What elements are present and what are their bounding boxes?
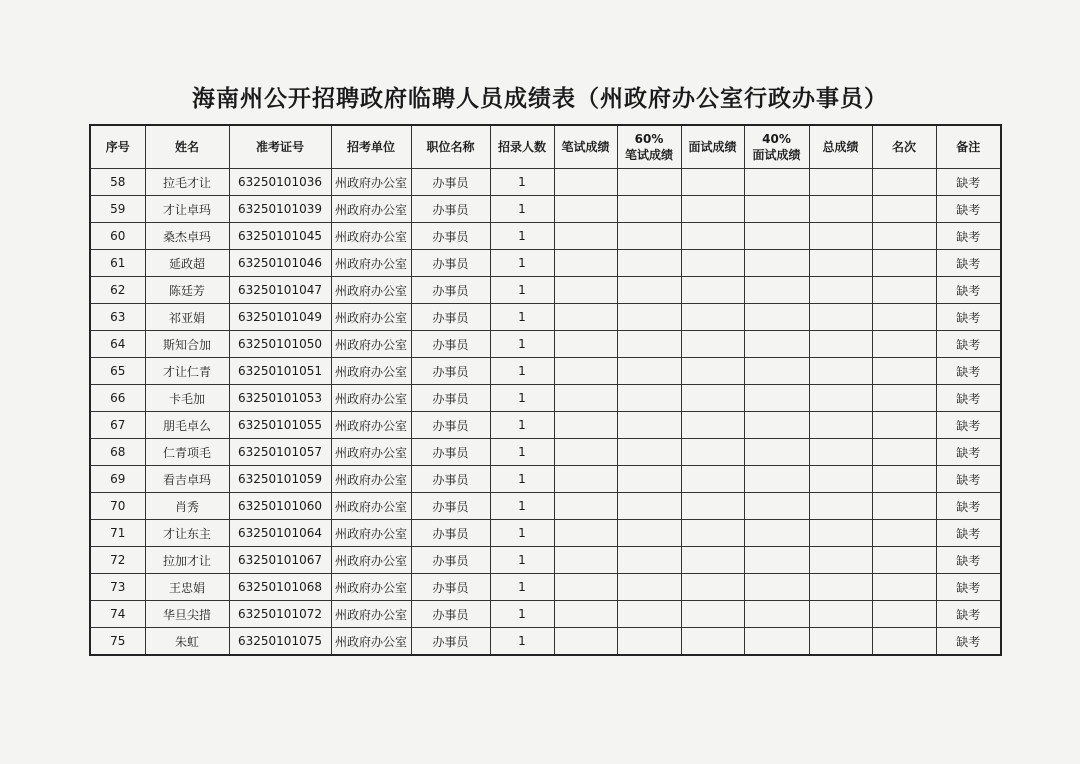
cell-interview — [681, 196, 744, 223]
cell-remark: 缺考 — [936, 304, 1001, 331]
cell-interview-40 — [744, 439, 809, 466]
header-remark: 备注 — [936, 125, 1001, 169]
cell-written-60 — [617, 493, 681, 520]
cell-interview-40 — [744, 169, 809, 196]
cell-quota: 1 — [490, 358, 554, 385]
cell-position: 办事员 — [411, 466, 490, 493]
cell-exam-no: 63250101036 — [229, 169, 331, 196]
cell-name: 朱虹 — [145, 628, 229, 656]
cell-seq: 74 — [90, 601, 145, 628]
cell-exam-no: 63250101060 — [229, 493, 331, 520]
cell-rank — [872, 547, 936, 574]
cell-interview-40 — [744, 304, 809, 331]
cell-quota: 1 — [490, 169, 554, 196]
table-row — [90, 439, 1001, 466]
cell-interview — [681, 304, 744, 331]
grades-table — [89, 124, 1002, 656]
cell-interview — [681, 493, 744, 520]
cell-name: 陈廷芳 — [145, 277, 229, 304]
cell-unit: 州政府办公室 — [331, 601, 411, 628]
cell-total — [809, 466, 872, 493]
cell-quota: 1 — [490, 385, 554, 412]
cell-rank — [872, 412, 936, 439]
cell-interview-40 — [744, 412, 809, 439]
cell-name: 延政超 — [145, 250, 229, 277]
cell-name: 才让仁青 — [145, 358, 229, 385]
cell-written — [554, 304, 617, 331]
cell-interview-40 — [744, 493, 809, 520]
cell-written-60 — [617, 439, 681, 466]
cell-written — [554, 493, 617, 520]
cell-name: 朋毛卓么 — [145, 412, 229, 439]
cell-position: 办事员 — [411, 277, 490, 304]
cell-seq: 67 — [90, 412, 145, 439]
cell-position: 办事员 — [411, 601, 490, 628]
cell-written-60 — [617, 520, 681, 547]
cell-written-60 — [617, 628, 681, 656]
cell-exam-no: 63250101068 — [229, 574, 331, 601]
cell-remark: 缺考 — [936, 331, 1001, 358]
cell-interview — [681, 466, 744, 493]
cell-written — [554, 466, 617, 493]
cell-written — [554, 385, 617, 412]
header-total: 总成绩 — [809, 125, 872, 169]
cell-total — [809, 250, 872, 277]
cell-written-60 — [617, 250, 681, 277]
cell-unit: 州政府办公室 — [331, 196, 411, 223]
cell-seq: 66 — [90, 385, 145, 412]
cell-name: 华旦尖措 — [145, 601, 229, 628]
cell-rank — [872, 385, 936, 412]
table-body — [90, 169, 1001, 656]
header-quota: 招录人数 — [490, 125, 554, 169]
cell-total — [809, 439, 872, 466]
cell-interview-40 — [744, 466, 809, 493]
cell-position: 办事员 — [411, 439, 490, 466]
header-interview: 面试成绩 — [681, 125, 744, 169]
cell-position: 办事员 — [411, 304, 490, 331]
cell-interview-40 — [744, 223, 809, 250]
cell-rank — [872, 601, 936, 628]
cell-total — [809, 493, 872, 520]
cell-quota: 1 — [490, 412, 554, 439]
cell-name: 桑杰卓玛 — [145, 223, 229, 250]
cell-written — [554, 169, 617, 196]
cell-quota: 1 — [490, 520, 554, 547]
cell-quota: 1 — [490, 574, 554, 601]
table-row — [90, 169, 1001, 196]
cell-name: 才让东主 — [145, 520, 229, 547]
cell-seq: 59 — [90, 196, 145, 223]
cell-rank — [872, 358, 936, 385]
cell-total — [809, 385, 872, 412]
cell-remark: 缺考 — [936, 574, 1001, 601]
cell-interview — [681, 358, 744, 385]
table-row — [90, 331, 1001, 358]
cell-position: 办事员 — [411, 331, 490, 358]
header-position: 职位名称 — [411, 125, 490, 169]
cell-interview — [681, 574, 744, 601]
cell-seq: 62 — [90, 277, 145, 304]
cell-remark: 缺考 — [936, 277, 1001, 304]
cell-name: 肖秀 — [145, 493, 229, 520]
header-name: 姓名 — [145, 125, 229, 169]
cell-written-60 — [617, 304, 681, 331]
cell-seq: 71 — [90, 520, 145, 547]
header-written-60-pct: 60% — [634, 132, 664, 146]
cell-rank — [872, 439, 936, 466]
cell-unit: 州政府办公室 — [331, 574, 411, 601]
header-unit: 招考单位 — [331, 125, 411, 169]
cell-interview-40 — [744, 628, 809, 656]
table-row — [90, 250, 1001, 277]
cell-remark: 缺考 — [936, 223, 1001, 250]
cell-written-60 — [617, 169, 681, 196]
cell-remark: 缺考 — [936, 520, 1001, 547]
table-row — [90, 493, 1001, 520]
cell-remark: 缺考 — [936, 412, 1001, 439]
cell-total — [809, 601, 872, 628]
cell-seq: 70 — [90, 493, 145, 520]
cell-unit: 州政府办公室 — [331, 358, 411, 385]
cell-total — [809, 520, 872, 547]
header-interview-40-pct: 40% — [762, 132, 791, 146]
cell-written — [554, 601, 617, 628]
cell-interview-40 — [744, 385, 809, 412]
cell-total — [809, 223, 872, 250]
cell-name: 拉加才让 — [145, 547, 229, 574]
cell-position: 办事员 — [411, 358, 490, 385]
cell-interview — [681, 331, 744, 358]
header-rank: 名次 — [872, 125, 936, 169]
table-row — [90, 412, 1001, 439]
cell-exam-no: 63250101059 — [229, 466, 331, 493]
cell-exam-no: 63250101051 — [229, 358, 331, 385]
cell-interview — [681, 412, 744, 439]
header-seq: 序号 — [90, 125, 145, 169]
cell-total — [809, 628, 872, 656]
cell-remark: 缺考 — [936, 601, 1001, 628]
cell-written — [554, 331, 617, 358]
table-row — [90, 520, 1001, 547]
cell-seq: 73 — [90, 574, 145, 601]
cell-interview-40 — [744, 601, 809, 628]
cell-name: 看吉卓玛 — [145, 466, 229, 493]
cell-rank — [872, 493, 936, 520]
cell-seq: 58 — [90, 169, 145, 196]
cell-written — [554, 439, 617, 466]
cell-rank — [872, 331, 936, 358]
table-row — [90, 628, 1001, 656]
cell-seq: 75 — [90, 628, 145, 656]
cell-interview — [681, 277, 744, 304]
table-row — [90, 574, 1001, 601]
cell-quota: 1 — [490, 304, 554, 331]
cell-rank — [872, 304, 936, 331]
cell-position: 办事员 — [411, 574, 490, 601]
table-row — [90, 277, 1001, 304]
cell-total — [809, 331, 872, 358]
cell-written — [554, 412, 617, 439]
table-row — [90, 304, 1001, 331]
table-row — [90, 601, 1001, 628]
table-row — [90, 358, 1001, 385]
cell-name: 卡毛加 — [145, 385, 229, 412]
cell-written-60 — [617, 547, 681, 574]
cell-written — [554, 574, 617, 601]
cell-interview-40 — [744, 250, 809, 277]
table-row — [90, 466, 1001, 493]
cell-rank — [872, 574, 936, 601]
cell-written-60 — [617, 223, 681, 250]
cell-unit: 州政府办公室 — [331, 277, 411, 304]
cell-rank — [872, 196, 936, 223]
header-exam-no: 准考证号 — [229, 125, 331, 169]
table-row — [90, 547, 1001, 574]
cell-name: 才让卓玛 — [145, 196, 229, 223]
cell-rank — [872, 466, 936, 493]
cell-interview-40 — [744, 574, 809, 601]
cell-total — [809, 574, 872, 601]
cell-unit: 州政府办公室 — [331, 493, 411, 520]
cell-total — [809, 547, 872, 574]
cell-written-60 — [617, 412, 681, 439]
cell-seq: 60 — [90, 223, 145, 250]
cell-quota: 1 — [490, 439, 554, 466]
cell-name: 拉毛才让 — [145, 169, 229, 196]
cell-interview-40 — [744, 331, 809, 358]
cell-written — [554, 223, 617, 250]
cell-rank — [872, 520, 936, 547]
cell-rank — [872, 169, 936, 196]
cell-unit: 州政府办公室 — [331, 520, 411, 547]
cell-name: 斯知合加 — [145, 331, 229, 358]
header-written-60-label: 笔试成绩 — [624, 148, 673, 162]
table-row — [90, 196, 1001, 223]
cell-name: 仁青项毛 — [145, 439, 229, 466]
cell-seq: 72 — [90, 547, 145, 574]
cell-position: 办事员 — [411, 196, 490, 223]
cell-written-60 — [617, 601, 681, 628]
cell-rank — [872, 628, 936, 656]
cell-position: 办事员 — [411, 385, 490, 412]
cell-remark: 缺考 — [936, 358, 1001, 385]
cell-interview — [681, 439, 744, 466]
cell-position: 办事员 — [411, 547, 490, 574]
header-written-60 — [617, 125, 681, 169]
cell-interview — [681, 601, 744, 628]
cell-written — [554, 358, 617, 385]
cell-quota: 1 — [490, 250, 554, 277]
cell-written-60 — [617, 331, 681, 358]
cell-quota: 1 — [490, 196, 554, 223]
cell-position: 办事员 — [411, 628, 490, 656]
cell-unit: 州政府办公室 — [331, 385, 411, 412]
cell-exam-no: 63250101047 — [229, 277, 331, 304]
cell-quota: 1 — [490, 466, 554, 493]
cell-total — [809, 196, 872, 223]
header-written: 笔试成绩 — [554, 125, 617, 169]
cell-unit: 州政府办公室 — [331, 628, 411, 656]
cell-total — [809, 304, 872, 331]
cell-exam-no: 63250101053 — [229, 385, 331, 412]
cell-position: 办事员 — [411, 223, 490, 250]
cell-interview-40 — [744, 358, 809, 385]
cell-written — [554, 547, 617, 574]
cell-remark: 缺考 — [936, 466, 1001, 493]
cell-quota: 1 — [490, 331, 554, 358]
cell-seq: 61 — [90, 250, 145, 277]
cell-remark: 缺考 — [936, 250, 1001, 277]
cell-remark: 缺考 — [936, 547, 1001, 574]
cell-remark: 缺考 — [936, 169, 1001, 196]
cell-written — [554, 520, 617, 547]
cell-exam-no: 63250101046 — [229, 250, 331, 277]
cell-quota: 1 — [490, 277, 554, 304]
cell-interview-40 — [744, 547, 809, 574]
cell-seq: 65 — [90, 358, 145, 385]
cell-rank — [872, 223, 936, 250]
page-title: 海南州公开招聘政府临聘人员成绩表（州政府办公室行政办事员） — [192, 85, 888, 112]
cell-exam-no: 63250101045 — [229, 223, 331, 250]
cell-remark: 缺考 — [936, 439, 1001, 466]
cell-exam-no: 63250101064 — [229, 520, 331, 547]
cell-written — [554, 277, 617, 304]
cell-exam-no: 63250101049 — [229, 304, 331, 331]
cell-quota: 1 — [490, 493, 554, 520]
cell-interview — [681, 169, 744, 196]
cell-name: 王忠娟 — [145, 574, 229, 601]
cell-exam-no: 63250101055 — [229, 412, 331, 439]
cell-position: 办事员 — [411, 493, 490, 520]
cell-quota: 1 — [490, 628, 554, 656]
cell-quota: 1 — [490, 547, 554, 574]
cell-interview — [681, 250, 744, 277]
header-interview-40 — [744, 125, 809, 169]
cell-total — [809, 358, 872, 385]
cell-exam-no: 63250101050 — [229, 331, 331, 358]
cell-position: 办事员 — [411, 412, 490, 439]
cell-unit: 州政府办公室 — [331, 250, 411, 277]
cell-remark: 缺考 — [936, 385, 1001, 412]
cell-unit: 州政府办公室 — [331, 169, 411, 196]
cell-interview-40 — [744, 277, 809, 304]
cell-position: 办事员 — [411, 250, 490, 277]
cell-exam-no: 63250101067 — [229, 547, 331, 574]
cell-total — [809, 412, 872, 439]
cell-remark: 缺考 — [936, 493, 1001, 520]
table-row — [90, 223, 1001, 250]
header-row — [90, 125, 1001, 169]
cell-exam-no: 63250101072 — [229, 601, 331, 628]
cell-unit: 州政府办公室 — [331, 304, 411, 331]
table-row — [90, 385, 1001, 412]
cell-name: 祁亚娟 — [145, 304, 229, 331]
cell-unit: 州政府办公室 — [331, 547, 411, 574]
cell-exam-no: 63250101075 — [229, 628, 331, 656]
cell-quota: 1 — [490, 223, 554, 250]
cell-seq: 68 — [90, 439, 145, 466]
cell-interview — [681, 547, 744, 574]
cell-seq: 69 — [90, 466, 145, 493]
cell-rank — [872, 277, 936, 304]
cell-interview — [681, 223, 744, 250]
cell-written — [554, 196, 617, 223]
cell-written-60 — [617, 196, 681, 223]
cell-written-60 — [617, 358, 681, 385]
cell-exam-no: 63250101039 — [229, 196, 331, 223]
cell-position: 办事员 — [411, 169, 490, 196]
cell-interview-40 — [744, 196, 809, 223]
cell-written-60 — [617, 574, 681, 601]
cell-unit: 州政府办公室 — [331, 331, 411, 358]
cell-unit: 州政府办公室 — [331, 466, 411, 493]
cell-seq: 64 — [90, 331, 145, 358]
cell-exam-no: 63250101057 — [229, 439, 331, 466]
cell-unit: 州政府办公室 — [331, 223, 411, 250]
cell-total — [809, 169, 872, 196]
cell-seq: 63 — [90, 304, 145, 331]
cell-interview — [681, 385, 744, 412]
cell-rank — [872, 250, 936, 277]
cell-written-60 — [617, 277, 681, 304]
cell-remark: 缺考 — [936, 196, 1001, 223]
header-interview-40-label: 面试成绩 — [752, 148, 801, 162]
cell-total — [809, 277, 872, 304]
cell-unit: 州政府办公室 — [331, 439, 411, 466]
cell-interview-40 — [744, 520, 809, 547]
cell-unit: 州政府办公室 — [331, 412, 411, 439]
cell-remark: 缺考 — [936, 628, 1001, 656]
cell-interview — [681, 628, 744, 656]
cell-written-60 — [617, 466, 681, 493]
cell-position: 办事员 — [411, 520, 490, 547]
cell-written — [554, 250, 617, 277]
cell-written-60 — [617, 385, 681, 412]
cell-written — [554, 628, 617, 656]
cell-interview — [681, 520, 744, 547]
cell-quota: 1 — [490, 601, 554, 628]
